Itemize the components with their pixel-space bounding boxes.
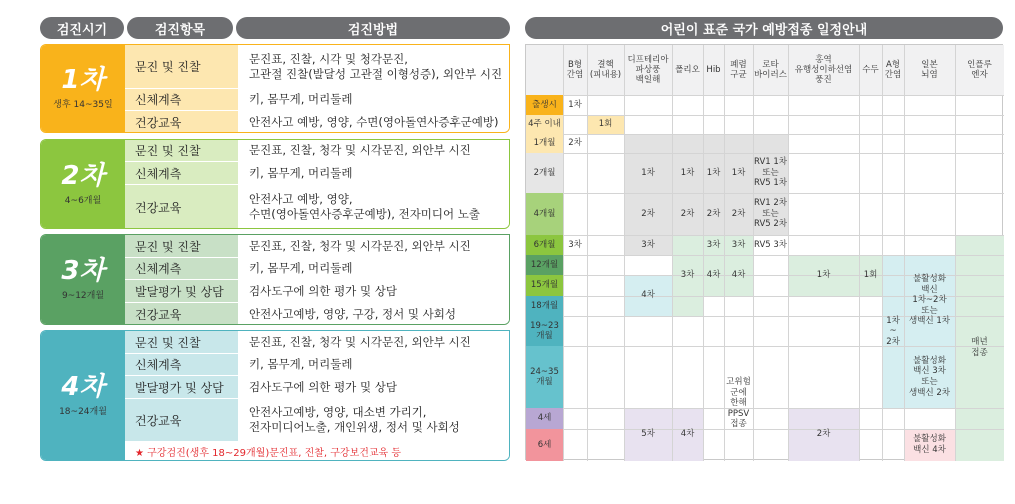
schedule-cell: 3차 bbox=[641, 239, 655, 250]
schedule-cell: RV1 2차 또는 RV5 2차 bbox=[754, 198, 787, 230]
grid-line-v bbox=[788, 45, 789, 461]
schedule-cell: 4차 bbox=[731, 270, 746, 281]
vaccine-column-header: 폴리오 bbox=[675, 64, 700, 75]
schedule-cell: 2차 bbox=[568, 138, 582, 149]
age-row-label: 1개월 bbox=[526, 134, 563, 153]
age-row-label: 15개월 bbox=[526, 275, 563, 296]
schedule-cell: 1차 bbox=[680, 167, 695, 178]
exam-item: 신체계측 bbox=[125, 258, 238, 279]
schedule-cell: 3차 bbox=[568, 239, 582, 250]
stage-2-number: 2차 bbox=[61, 160, 105, 191]
exam-method: 안전사고예방, 영양, 구강, 정서 및 사회성 bbox=[238, 303, 509, 325]
stage-4-number: 4차 bbox=[61, 372, 105, 402]
header-timing: 검진시기 bbox=[40, 17, 124, 39]
exam-item: 신체계측 bbox=[125, 354, 238, 375]
schedule-cell: 3차 bbox=[680, 270, 695, 281]
exam-item: 발달평가 및 상담 bbox=[125, 376, 238, 398]
stage-2-badge bbox=[41, 140, 125, 228]
schedule-cell: 3차 bbox=[706, 239, 721, 250]
exam-method: 키, 몸무게, 머리둘레 bbox=[238, 354, 509, 375]
stage-3-row bbox=[125, 280, 509, 303]
exam-method: 검사도구에 의한 평가 및 상담 bbox=[238, 280, 509, 302]
schedule-cell: RV5 3차 bbox=[754, 239, 787, 250]
schedule-cell: 2차 bbox=[680, 208, 695, 219]
stage-2-row bbox=[125, 140, 509, 162]
exam-item: 문진 및 진찰 bbox=[125, 331, 238, 353]
exam-item: 건강교육 bbox=[125, 111, 238, 133]
exam-method: 문진표, 진찰, 청각 및 시각문진, 외안부 시진 bbox=[238, 331, 509, 353]
age-row-label: 19~23 개월 bbox=[526, 316, 563, 346]
exam-method: 안전사고 예방, 영양, 수면(영아돌연사증후군예방), 전자미디어 노출 bbox=[238, 185, 509, 229]
stage-3 bbox=[40, 234, 510, 325]
stage-1-badge bbox=[41, 45, 125, 132]
schedule-cell: 2차 bbox=[816, 429, 831, 440]
vaccine-column-header: A형 간염 bbox=[884, 59, 902, 80]
stage-1-number: 1차 bbox=[61, 65, 105, 95]
exam-item: 발달평가 및 상담 bbox=[125, 280, 238, 302]
schedule-cell: 4차 bbox=[641, 290, 655, 301]
stage-2-age: 4~6개월 bbox=[64, 195, 102, 206]
stage-1-row bbox=[125, 89, 509, 111]
stage-2-row bbox=[125, 185, 509, 229]
exam-item: 문진 및 진찰 bbox=[125, 140, 238, 161]
schedule-cell: 1차 bbox=[731, 167, 746, 178]
exam-method: 검사도구에 의한 평가 및 상담 bbox=[238, 376, 509, 398]
exam-method: 키, 몸무게, 머리둘레 bbox=[238, 258, 509, 279]
vaccine-column-header: 디프테리아 파상풍 백일해 bbox=[627, 54, 669, 86]
schedule-cell: 1회 bbox=[863, 270, 878, 281]
age-row-label: 4개월 bbox=[526, 193, 563, 235]
schedule-cell: 5차 bbox=[641, 429, 655, 440]
stage-4-row bbox=[125, 331, 509, 354]
stage-1 bbox=[40, 44, 510, 133]
schedule-cell: 불활성화 백신 3차 또는 생백신 2차 bbox=[909, 355, 950, 398]
stage-3-badge bbox=[41, 235, 125, 324]
stage-4 bbox=[40, 330, 510, 461]
schedule-cell: 불활성화 백신 1차~2차 또는 생백신 1차 bbox=[909, 273, 950, 327]
stage-1-row bbox=[125, 111, 509, 133]
header-method: 검진방법 bbox=[236, 17, 510, 39]
schedule-cell: 3차 bbox=[731, 239, 746, 250]
vaccine-column-header: 결핵 (피내용) bbox=[589, 59, 622, 80]
stage-3-row bbox=[125, 303, 509, 325]
schedule-cell: 고위험 군에 한해 PPSV 접종 bbox=[726, 376, 751, 430]
schedule-cell: 1차 bbox=[568, 99, 582, 110]
oral-exam-note: ★ 구강검진(생후 18~29개월)문진표, 진찰, 구강보건교육 등 bbox=[135, 448, 402, 459]
header-item: 검진항목 bbox=[127, 17, 233, 39]
exam-method: 문진표, 진찰, 청각 및 시각문진, 외안부 시진 bbox=[238, 235, 509, 257]
vaccination-schedule-title: 어린이 표준 국가 예방접종 일정안내 bbox=[525, 17, 1003, 39]
age-row-label: 18개월 bbox=[526, 296, 563, 316]
vaccine-column-header: Hib bbox=[706, 64, 721, 75]
age-row-label: 출생시 bbox=[526, 95, 563, 115]
stage-4-age: 18~24개월 bbox=[59, 407, 107, 417]
vaccine-column-header: 홍역 유행성이하선염 풍진 bbox=[794, 54, 853, 86]
schedule-cell: 1차 bbox=[641, 167, 655, 178]
grid-line-h bbox=[526, 134, 1004, 135]
stage-1-age: 생후 14~35일 bbox=[53, 100, 113, 110]
age-row-label: 6개월 bbox=[526, 235, 563, 255]
stage-2-row bbox=[125, 162, 509, 185]
schedule-cell: 2차 bbox=[706, 208, 721, 219]
grid-line-v bbox=[859, 45, 860, 461]
vaccine-column-header: 일본 뇌염 bbox=[921, 59, 938, 80]
exam-method: 키, 몸무게, 머리둘레 bbox=[238, 89, 509, 110]
exam-method: 문진표, 진찰, 시각 및 청각문진, 고관절 진찰(발달성 고관절 이형성증), 외안부 시진 bbox=[238, 45, 509, 88]
vaccine-column-header: B형 간염 bbox=[566, 59, 584, 80]
exam-item: 문진 및 진찰 bbox=[125, 235, 238, 257]
exam-method: 키, 몸무게, 머리둘레 bbox=[238, 162, 509, 184]
stage-3-age: 9~12개월 bbox=[61, 291, 105, 301]
age-row-label: 4세 bbox=[526, 408, 563, 429]
exam-method: 안전사고예방, 영양, 대소변 가리기, 전자미디어노출, 개인위생, 정서 및 사회성 bbox=[238, 399, 509, 441]
age-row-label: 4주 이내 bbox=[526, 115, 563, 134]
vaccination-schedule-table bbox=[525, 44, 1003, 460]
schedule-cell: RV1 1차 또는 RV5 1차 bbox=[754, 157, 787, 189]
exam-method: 문진표, 진찰, 청각 및 시각문진, 외안부 시진 bbox=[238, 140, 509, 161]
schedule-cell: 1차 bbox=[706, 167, 721, 178]
schedule-cell: 4차 bbox=[680, 429, 695, 440]
schedule-cell: 2차 bbox=[641, 208, 655, 219]
grid-line-h bbox=[526, 408, 1004, 409]
schedule-cell: 2차 bbox=[731, 208, 746, 219]
stage-4-row bbox=[125, 376, 509, 399]
exam-item: 건강교육 bbox=[125, 399, 238, 441]
schedule-cell: 매년 접종 bbox=[971, 337, 988, 358]
vaccine-column-header: 인플루 엔자 bbox=[967, 59, 992, 80]
age-row-label: 12개월 bbox=[526, 255, 563, 275]
schedule-cell: 1회 bbox=[598, 119, 613, 130]
age-row-label: 6세 bbox=[526, 429, 563, 461]
stage-3-row bbox=[125, 235, 509, 258]
schedule-cell: 1차 bbox=[816, 270, 831, 281]
stage-4-row bbox=[125, 399, 509, 442]
exam-item: 문진 및 진찰 bbox=[125, 45, 238, 88]
stage-4-row bbox=[125, 354, 509, 376]
stage-4-badge bbox=[41, 331, 125, 460]
stage-4-note-row bbox=[125, 442, 509, 461]
exam-item: 신체계측 bbox=[125, 89, 238, 110]
exam-item: 건강교육 bbox=[125, 303, 238, 325]
age-row-label: 2개월 bbox=[526, 153, 563, 193]
exam-item: 건강교육 bbox=[125, 185, 238, 229]
exam-item: 신체계측 bbox=[125, 162, 238, 184]
grid-line-h bbox=[526, 95, 1004, 96]
schedule-cell: 4차 bbox=[706, 270, 721, 281]
age-row-label: 24~35 개월 bbox=[526, 346, 563, 408]
vaccine-column-header: 로타 바이러스 bbox=[754, 59, 787, 80]
vaccine-column-header: 폐렴 구균 bbox=[730, 59, 747, 80]
stage-3-number: 3차 bbox=[61, 256, 105, 286]
stage-1-row bbox=[125, 45, 509, 89]
schedule-cell: 불활성화 백신 4차 bbox=[913, 434, 946, 455]
schedule-cell: 1차 ~ 2차 bbox=[886, 315, 900, 347]
stage-3-row bbox=[125, 258, 509, 280]
stage-2 bbox=[40, 139, 510, 229]
exam-method: 안전사고 예방, 영양, 수면(영아돌연사증후군예방) bbox=[238, 111, 509, 133]
vaccine-column-header: 수두 bbox=[862, 64, 879, 75]
grid-line-v bbox=[587, 45, 588, 461]
